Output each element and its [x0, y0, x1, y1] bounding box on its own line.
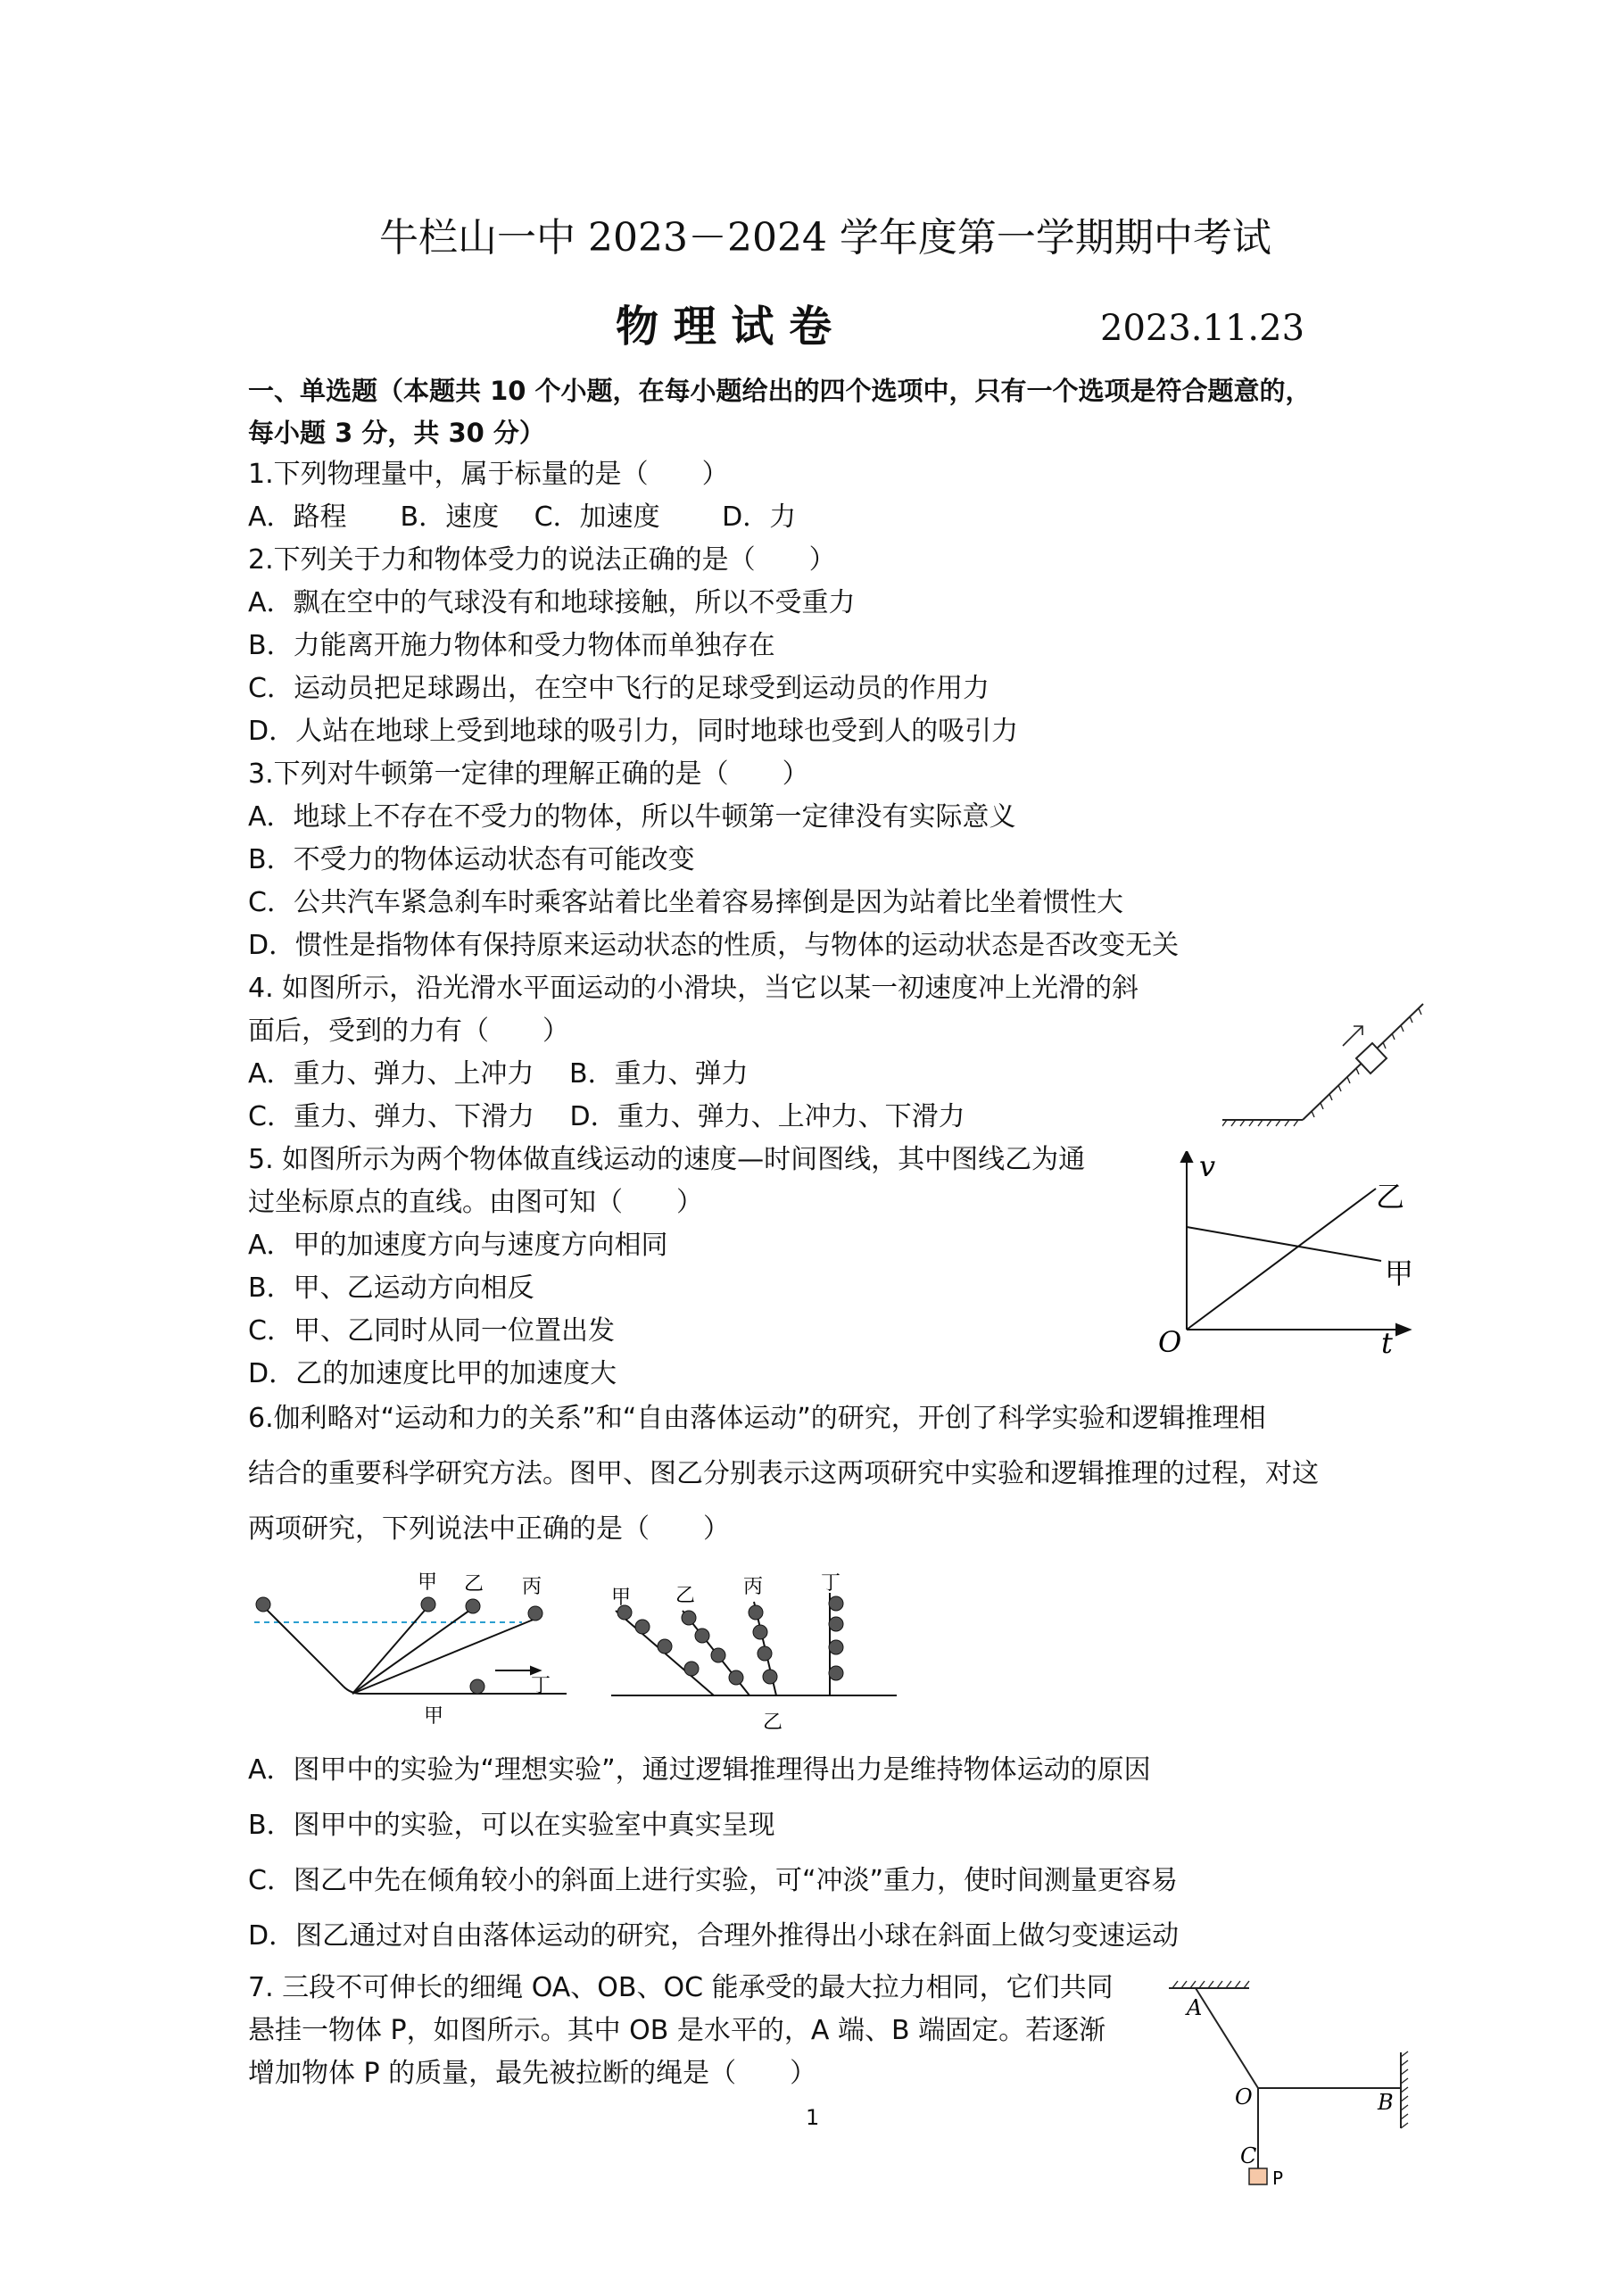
label-jia: 甲: [418, 1571, 438, 1594]
label-yi: 乙: [464, 1573, 484, 1596]
exam-date: 2023.11.23: [1100, 308, 1305, 349]
t-label: t: [1381, 1326, 1393, 1360]
label-bing: 丙: [522, 1576, 542, 1598]
ball-jia: [421, 1597, 435, 1612]
label-ding: 丁: [531, 1675, 551, 1697]
label-c: C: [1240, 2143, 1257, 2168]
q6-stem-line3: 两项研究，下列说法中正确的是（ ）: [248, 1513, 730, 1545]
q3-option-b: B．不受力的物体运动状态有可能改变: [248, 844, 695, 875]
ball-bing: [528, 1606, 542, 1620]
section-heading-line1: 一、单选题（本题共 10 个小题，在每小题给出的四个选项中，只有一个选项是符合题意的，: [248, 376, 1312, 406]
q5-stem-line2: 过坐标原点的直线。由图可知（ ）: [248, 1187, 703, 1218]
origin-label: O: [1158, 1325, 1182, 1359]
q5-stem-line1: 5. 如图所示为两个物体做直线运动的速度—时间图线，其中图线乙为通: [248, 1144, 1086, 1175]
label-ding-b: 丁: [821, 1572, 841, 1595]
q4-incline-figure: [1222, 991, 1437, 1133]
q6-option-a: A．图甲中的实验为“理想实验”，通过逻辑推理得出力是维持物体运动的原因: [248, 1754, 1151, 1786]
q2-option-b: B．力能离开施力物体和受力物体而单独存在: [248, 630, 775, 661]
q3-option-d: D．惯性是指物体有保持原来运动状态的性质，与物体的运动状态是否改变无关: [248, 930, 1180, 961]
section-heading-line2: 每小题 3 分，共 30 分）: [248, 418, 545, 448]
ball-yi: [466, 1599, 480, 1613]
sliding-block: [1356, 1043, 1387, 1073]
q1-stem: 1.下列物理量中，属于标量的是（ ）: [248, 459, 729, 490]
q4-options-cd: C．重力、弹力、下滑力 D．重力、弹力、上冲力、下滑力: [248, 1101, 965, 1132]
exam-title: 牛栏山一中 2023－2024 学年度第一学期期中考试: [379, 215, 1271, 261]
object-p: [1249, 2168, 1267, 2184]
label-a: A: [1187, 1995, 1203, 2020]
line-jia: [1187, 1227, 1381, 1261]
subject-title: 物 理 试 卷: [616, 302, 832, 352]
ball-left: [256, 1597, 270, 1612]
ball-ding: [470, 1679, 484, 1694]
q2-option-d: D．人站在地球上受到地球的吸引力，同时地球也受到人的吸引力: [248, 716, 1019, 747]
q3-stem: 3.下列对牛顿第一定律的理解正确的是（ ）: [248, 758, 809, 790]
q1-options: A．路程 B．速度 C．加速度 D．力: [248, 501, 797, 533]
label-jia-b: 甲: [611, 1587, 632, 1609]
q6-stem-line1: 6.伽利略对“运动和力的关系”和“自由落体运动”的研究，开创了科学实验和逻辑推理相: [248, 1403, 1266, 1434]
q3-option-a: A．地球上不存在不受力的物体，所以牛顿第一定律没有实际意义: [248, 801, 1016, 833]
q6-stem-line2: 结合的重要科学研究方法。图甲、图乙分别表示这两项研究中实验和逻辑推理的过程，对这: [248, 1458, 1319, 1489]
q7-stem-line3: 增加物体 P 的质量，最先被拉断的绳是（ ）: [248, 2058, 817, 2089]
q7-stem-line1: 7. 三段不可伸长的细绳 OA、OB、OC 能承受的最大拉力相同，它们共同: [248, 1972, 1114, 2003]
page-number: 1: [806, 2105, 820, 2130]
q4-stem-line2: 面后，受到的力有（ ）: [248, 1015, 569, 1047]
q5-option-a: A．甲的加速度方向与速度方向相同: [248, 1230, 668, 1261]
q5-option-b: B．甲、乙运动方向相反: [248, 1272, 534, 1304]
q5-vt-graph: [1151, 1151, 1428, 1365]
q7-rope-figure: [1160, 1972, 1410, 2186]
label-b: B: [1378, 2090, 1394, 2115]
jia-label: 甲: [1385, 1256, 1414, 1290]
q7-stem-line2: 悬挂一物体 P，如图所示。其中 OB 是水平的，A 端、B 端固定。若逐渐: [248, 2015, 1106, 2046]
q6-option-d: D．图乙通过对自由落体运动的研究，合理外推得出小球在斜面上做匀变速运动: [248, 1920, 1180, 1952]
q2-stem: 2.下列关于力和物体受力的说法正确的是（ ）: [248, 544, 836, 576]
q4-options-ab: A．重力、弹力、上冲力 B．重力、弹力: [248, 1058, 749, 1090]
q5-option-c: C．甲、乙同时从同一位置出发: [248, 1315, 615, 1347]
label-p: P: [1272, 2168, 1284, 2186]
label-o: O: [1235, 2085, 1253, 2110]
q2-option-c: C．运动员把足球踢出，在空中飞行的足球受到运动员的作用力: [248, 673, 990, 704]
q6-option-b: B．图甲中的实验，可以在实验室中真实呈现: [248, 1810, 775, 1841]
yi-label: 乙: [1376, 1180, 1405, 1214]
q2-option-a: A．飘在空中的气球没有和地球接触，所以不受重力: [248, 587, 856, 618]
caption-jia: 甲: [424, 1705, 444, 1728]
q6-figure-yi: [602, 1566, 906, 1740]
q6-option-c: C．图乙中先在倾角较小的斜面上进行实验，可“冲淡”重力，使时间测量更容易: [248, 1865, 1179, 1896]
q4-stem-line1: 4. 如图所示，沿光滑水平面运动的小滑块，当它以某一初速度冲上光滑的斜: [248, 973, 1139, 1004]
q3-option-c: C．公共汽车紧急刹车时乘客站着比坐着容易摔倒是因为站着比坐着惯性大: [248, 887, 1123, 918]
label-yi-b: 乙: [675, 1585, 696, 1607]
line-yi: [1187, 1189, 1376, 1330]
caption-yi: 乙: [763, 1712, 783, 1734]
q6-figure-jia: [245, 1571, 584, 1731]
q5-option-d: D．乙的加速度比甲的加速度大: [248, 1358, 617, 1389]
v-label: v: [1199, 1151, 1216, 1183]
rope-oa: [1196, 1988, 1258, 2088]
label-bing-b: 丙: [743, 1576, 764, 1598]
